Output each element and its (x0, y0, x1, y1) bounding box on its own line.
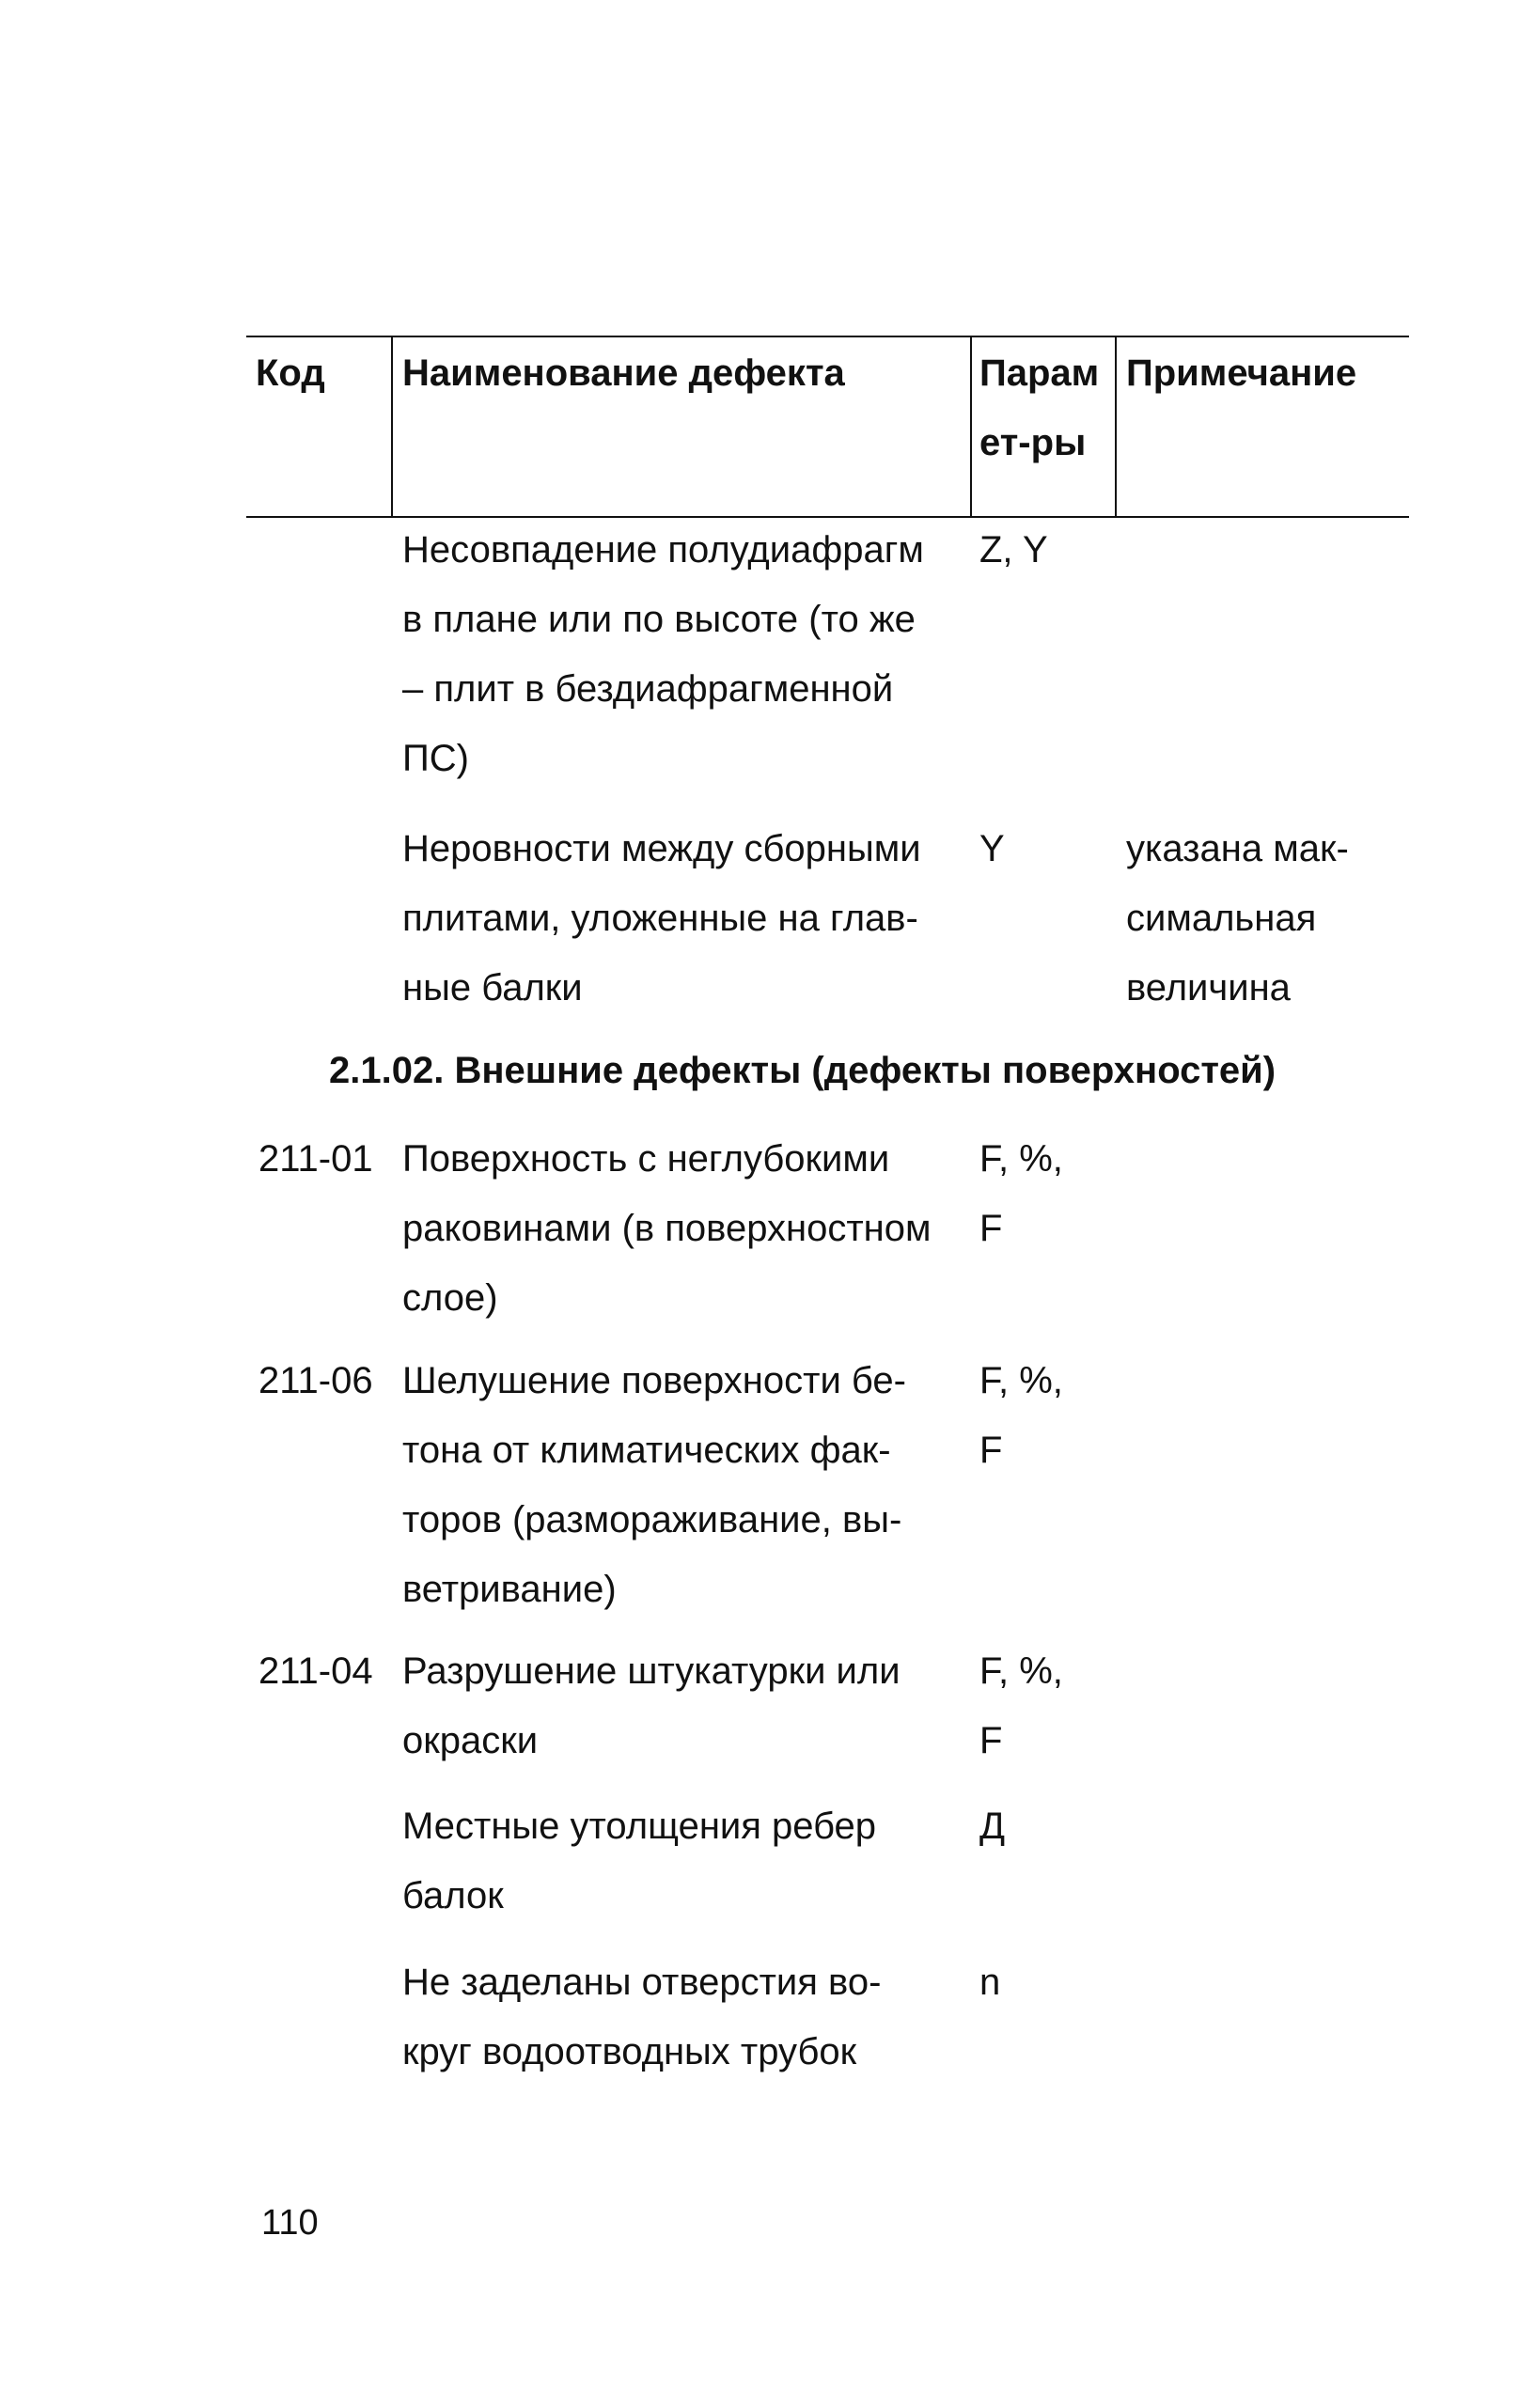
header-divider-3 (1115, 336, 1117, 518)
row-params: F, %, F (979, 1138, 1063, 1249)
table-top-rule (246, 336, 1409, 337)
row-params: Д (979, 1806, 1006, 1847)
header-name: Наименование дефекта (402, 352, 845, 394)
header-params: Парам ет-ры (979, 352, 1100, 463)
header-divider-2 (970, 336, 972, 518)
row-params: Y (979, 828, 1005, 869)
header-note: Примечание (1126, 352, 1357, 394)
row-params: Z, Y (979, 529, 1048, 571)
row-params: F, %, F (979, 1360, 1063, 1471)
header-code: Код (256, 352, 325, 394)
section-title: 2.1.02. Внешние дефекты (дефекты поверхностей) (329, 1050, 1277, 1091)
row-params: n (979, 1962, 1001, 2003)
row-note: указана мак- симальная величина (1126, 828, 1349, 1009)
row-name: Разрушение штукатурки или окраски (402, 1650, 901, 1761)
row-name: Местные утолщения ребер балок (402, 1806, 877, 1916)
row-code: 211-06 (258, 1360, 373, 1401)
row-name: Поверхность с неглубокими раковинами (в поверхностном слое) (402, 1138, 932, 1319)
page-number: 110 (261, 2203, 319, 2243)
row-name: Шелушение поверхности бе- тона от климатических фак- торов (размораживание, вы- ветривание) (402, 1360, 906, 1610)
row-code: 211-04 (258, 1650, 373, 1692)
row-name: Неровности между сборными плитами, уложенные на глав- ные балки (402, 828, 921, 1009)
row-name: Несовпадение полудиафрагм в плане или по высоте (то же – плит в бездиафрагменной ПС) (402, 529, 924, 779)
header-divider-1 (391, 336, 393, 518)
row-code: 211-01 (258, 1138, 373, 1180)
row-params: F, %, F (979, 1650, 1063, 1761)
row-name: Не заделаны отверстия во- круг водоотводных трубок (402, 1962, 882, 2072)
